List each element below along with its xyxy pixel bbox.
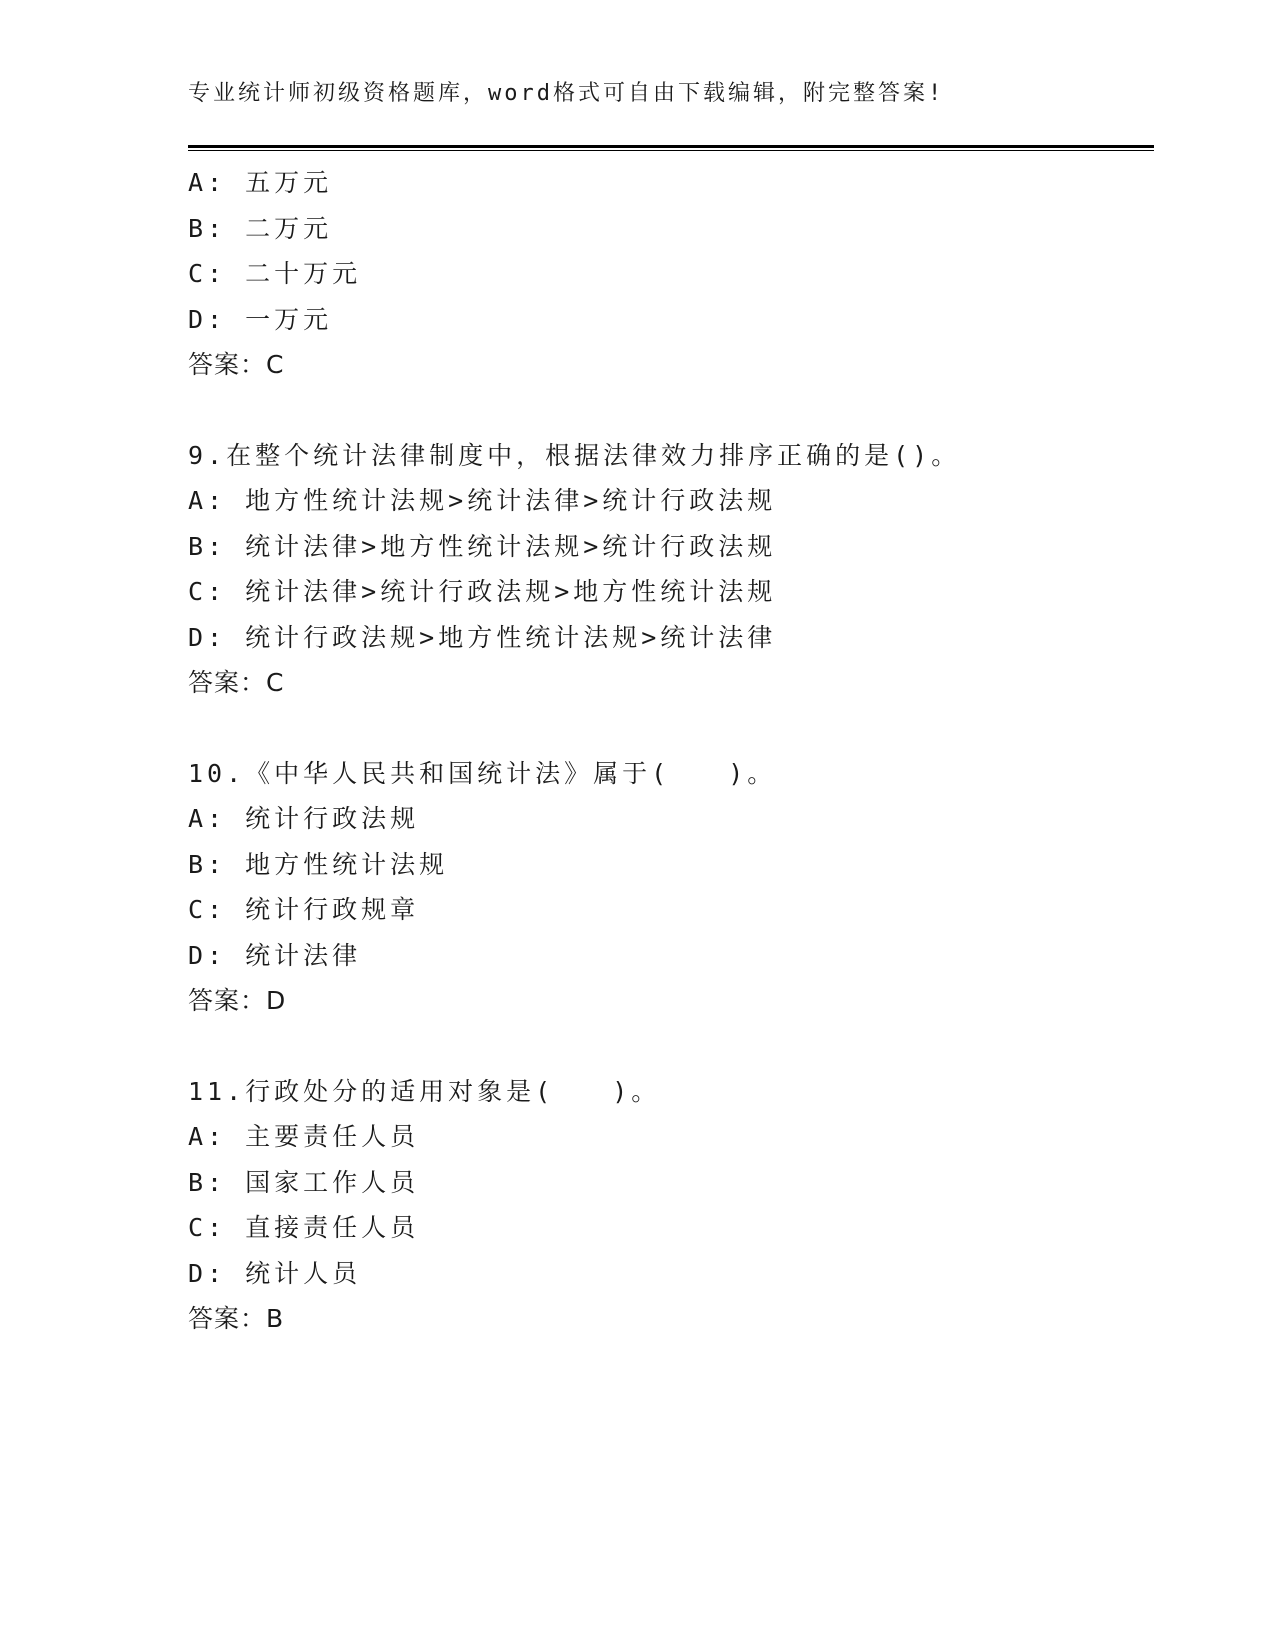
answer-line: 答案：D bbox=[188, 986, 287, 1015]
option-d: D: 统计法律 bbox=[188, 940, 362, 970]
option-d: D: 统计行政法规>地方性统计法规>统计法律 bbox=[188, 622, 777, 652]
question-text: 10.《中华人民共和国统计法》属于( )。 bbox=[188, 758, 777, 788]
page-header: 专业统计师初级资格题库，word格式可自由下载编辑，附完整答案! bbox=[188, 81, 945, 106]
option-b: B: 国家工作人员 bbox=[188, 1167, 420, 1197]
header-rule-thin bbox=[188, 150, 1154, 151]
question-block-8 bbox=[188, 160, 1154, 388]
option-a: A: 地方性统计法规>统计法律>统计行政法规 bbox=[188, 486, 777, 515]
option-c: C: 统计法律>统计行政法规>地方性统计法规 bbox=[188, 577, 777, 606]
question-block-9 bbox=[188, 433, 1154, 706]
option-d: D: 一万元 bbox=[188, 304, 333, 334]
header-rule-thick bbox=[188, 145, 1154, 148]
question-block-10 bbox=[188, 751, 1154, 1024]
option-a: A: 五万元 bbox=[188, 168, 333, 197]
option-a: A: 统计行政法规 bbox=[188, 804, 420, 833]
option-c: C: 直接责任人员 bbox=[188, 1213, 420, 1242]
option-b: B: 二万元 bbox=[188, 213, 333, 243]
question-text: 11.行政处分的适用对象是( )。 bbox=[188, 1076, 661, 1106]
option-d: D: 统计人员 bbox=[188, 1258, 362, 1288]
option-c: C: 统计行政规章 bbox=[188, 895, 420, 924]
option-b: B: 地方性统计法规 bbox=[188, 849, 449, 879]
answer-line: 答案：C bbox=[188, 350, 285, 379]
option-a: A: 主要责任人员 bbox=[188, 1122, 420, 1151]
question-text: 9.在整个统计法律制度中，根据法律效力排序正确的是()。 bbox=[188, 440, 961, 470]
answer-line: 答案：B bbox=[188, 1304, 285, 1333]
option-c: C: 二十万元 bbox=[188, 259, 362, 288]
option-b: B: 统计法律>地方性统计法规>统计行政法规 bbox=[188, 531, 777, 561]
answer-line: 答案：C bbox=[188, 668, 285, 697]
question-block-11 bbox=[188, 1069, 1154, 1342]
question-list bbox=[188, 160, 1154, 1342]
